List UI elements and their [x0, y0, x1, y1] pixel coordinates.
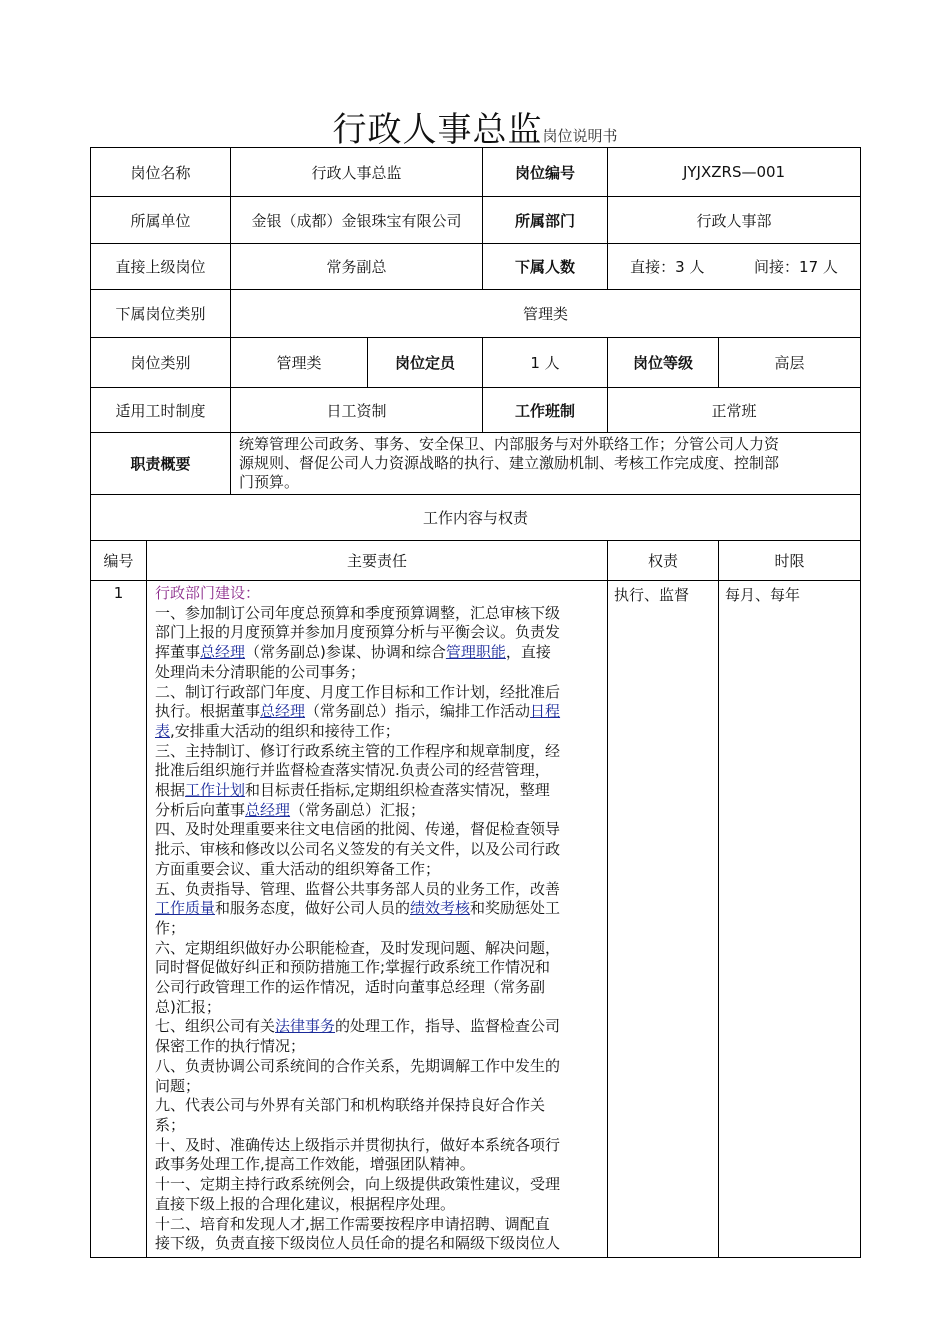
- header-no: 编号: [91, 541, 147, 581]
- duty-line: [155, 683, 599, 703]
- duty-line: [155, 899, 599, 919]
- post-type-label: 岗位类别: [91, 338, 231, 388]
- duty-line: [155, 1234, 599, 1254]
- duty-text-segment: 和服务态度，做好公司人员的: [215, 899, 411, 918]
- duty-line: [155, 643, 599, 663]
- duty-line: [155, 880, 599, 900]
- duty-text-segment: 直接下级上报的合理化建议，根据程序处理。: [155, 1194, 456, 1213]
- duty-line: [155, 958, 599, 978]
- duty-text-segment: （常务副总）指示，编排工作活动: [305, 702, 531, 721]
- row-superior: [91, 244, 861, 290]
- duty-line: [155, 1057, 599, 1077]
- duty-line: [155, 1136, 599, 1156]
- duty-line: [155, 1175, 599, 1195]
- duty-text-segment: 批示、审核和修改以公司名义签发的有关文件，以及公司行政: [155, 840, 561, 859]
- duty-lines: [155, 604, 599, 1254]
- duty-text-segment: 保密工作的执行情况；: [155, 1037, 306, 1056]
- job-description-table: [90, 147, 861, 1258]
- duty-text-segment: 四、及时处理重要来往文电信函的批阅、传递，督促检查领导: [155, 820, 561, 839]
- duty-text-segment: 公司行政管理工作的运作情况，适时向董事总经理（常务副: [155, 978, 546, 997]
- duty-text-segment: 部门上报的月度预算并参加月度预算分析与平衡会议。负责发: [155, 623, 561, 642]
- duty-line: [155, 998, 599, 1018]
- post-type-value: 管理类: [231, 338, 368, 388]
- unit-label: 所属单位: [91, 197, 231, 244]
- duty-text-segment: 总)汇报；: [155, 997, 221, 1016]
- duty-text-segment: 七、组织公司有关: [155, 1017, 276, 1036]
- duty-text-segment: 挥董事: [155, 643, 201, 662]
- duty-text-segment: 十二、培育和发现人才,据工作需要按程序申请招聘、调配直: [155, 1214, 550, 1233]
- sub-count-value: [608, 244, 861, 290]
- post-code-value: JYJXZRS—001: [608, 148, 861, 197]
- post-name-value: 行政人事总监: [231, 148, 483, 197]
- shift-value: 正常班: [608, 388, 861, 433]
- row-post-type: [91, 338, 861, 388]
- duty-line: [155, 623, 599, 643]
- hours-label: 适用工时制度: [91, 388, 231, 433]
- duty-line: [155, 604, 599, 624]
- authority-value: 执行、监督: [608, 581, 719, 1258]
- duty-text-segment: 十一、定期主持行政系统例会，向上级提供政策性建议，受理: [155, 1175, 561, 1194]
- duty-line: [155, 801, 599, 821]
- sub-direct: 直接：3 人: [630, 258, 705, 276]
- duty-text-segment: 接下级，负责直接下级岗位人员任命的提名和隔级下级岗位人: [155, 1234, 561, 1253]
- duty-line: [155, 820, 599, 840]
- duty-line: [155, 860, 599, 880]
- duty-line: [155, 742, 599, 762]
- header-period: 时限: [719, 541, 861, 581]
- duty-text-segment: 批准后组织施行并监督检查落实情况.负责公司的经营管理，: [155, 761, 550, 780]
- duty-heading: 行政部门建设：: [155, 584, 261, 602]
- duty-line: [155, 1155, 599, 1175]
- row-sub-category: [91, 290, 861, 338]
- term-link[interactable]: 总经理: [245, 800, 291, 819]
- duty-text: [147, 581, 608, 1258]
- term-link[interactable]: 总经理: [260, 702, 306, 721]
- duty-text-segment: 分析后向董事: [155, 800, 246, 819]
- summary-line: 门预算。: [239, 473, 300, 491]
- term-link[interactable]: 工作计划: [185, 781, 246, 800]
- duty-text-segment: ,安排重大活动的组织和接待工作；: [170, 721, 400, 740]
- sub-count-label: 下属人数: [483, 244, 608, 290]
- shift-label: 工作班制: [483, 388, 608, 433]
- duty-line: [155, 761, 599, 781]
- duty-text-segment: ，直接: [505, 643, 551, 662]
- duty-line: [155, 1096, 599, 1116]
- duty-text-segment: 和奖励惩处工: [470, 899, 561, 918]
- duty-line: [155, 1195, 599, 1215]
- duty-line: [155, 978, 599, 998]
- term-link[interactable]: 绩效考核: [410, 899, 471, 918]
- summary-text: [231, 433, 861, 495]
- header-authority: 权责: [608, 541, 719, 581]
- duty-line: [155, 722, 599, 742]
- duty-text-segment: 二、制订行政部门年度、月度工作目标和工作计划，经批准后: [155, 682, 561, 701]
- term-link[interactable]: 表: [155, 721, 171, 740]
- superior-value: 常务副总: [231, 244, 483, 290]
- duty-text-segment: 六、定期组织做好办公职能检查，及时发现问题、解决问题，: [155, 938, 561, 957]
- duty-text-segment: （常务副总)参谋、协调和综合: [245, 643, 446, 662]
- sub-category-value: 管理类: [231, 290, 861, 338]
- duty-text-segment: 十、及时、准确传达上级指示并贯彻执行，做好本系统各项行: [155, 1135, 561, 1154]
- duty-line: [155, 840, 599, 860]
- duty-text-segment: 五、负责指导、管理、监督公共事务部人员的业务工作，改善: [155, 879, 561, 898]
- duty-text-segment: 处理尚未分清职能的公司事务；: [155, 662, 366, 681]
- grade-value: 高层: [719, 338, 861, 388]
- duty-text-segment: 问题；: [155, 1076, 201, 1095]
- duty-line: [155, 1215, 599, 1235]
- term-link[interactable]: 管理职能: [445, 643, 506, 662]
- title-main: 行政人事总监: [332, 110, 543, 150]
- title-sub: 岗位说明书: [542, 127, 618, 145]
- duty-text-segment: 系；: [155, 1115, 186, 1134]
- section-title: 工作内容与权责: [91, 495, 861, 541]
- duty-text-segment: 一、参加制订公司年度总预算和季度预算调整，汇总审核下级: [155, 603, 561, 622]
- work-row: [91, 581, 861, 1258]
- duty-text-segment: 作；: [155, 918, 186, 937]
- row-post-name: [91, 148, 861, 197]
- quota-label: 岗位定员: [368, 338, 483, 388]
- row-summary: [91, 433, 861, 495]
- post-name-label: 岗位名称: [91, 148, 231, 197]
- duty-text-segment: 八、负责协调公司系统间的合作关系，先期调解工作中发生的: [155, 1056, 561, 1075]
- duty-text-segment: 同时督促做好纠正和预防措施工作;掌握行政系统工作情况和: [155, 958, 551, 977]
- term-link[interactable]: 工作质量: [155, 899, 216, 918]
- duty-line: [155, 1017, 599, 1037]
- duty-line: [155, 919, 599, 939]
- duty-text-segment: 九、代表公司与外界有关部门和机构联络并保持良好合作关: [155, 1096, 546, 1115]
- sub-indirect: 间接：17 人: [754, 258, 838, 276]
- duty-text-segment: 政事务处理工作,提高工作效能，增强团队精神。: [155, 1155, 475, 1174]
- quota-value: 1 人: [483, 338, 608, 388]
- sub-category-label: 下属岗位类别: [91, 290, 231, 338]
- duty-line: [155, 781, 599, 801]
- row-number: 1: [91, 581, 147, 1258]
- duty-line: [155, 939, 599, 959]
- post-code-label: 岗位编号: [483, 148, 608, 197]
- duty-text-segment: 执行。根据董事: [155, 702, 261, 721]
- duty-text-segment: 和目标责任指标,定期组织检查落实情况，整理: [245, 781, 550, 800]
- duty-line: [155, 1116, 599, 1136]
- duty-text-segment: 方面重要会议、重大活动的组织筹备工作；: [155, 859, 441, 878]
- row-unit: [91, 197, 861, 244]
- summary-label: 职责概要: [91, 433, 231, 495]
- term-link[interactable]: 法律事务: [275, 1017, 336, 1036]
- term-link[interactable]: 总经理: [200, 643, 246, 662]
- summary-line: 源规则、督促公司人力资源战略的执行、建立激励机制、考核工作完成度、控制部: [239, 454, 780, 472]
- duty-text-segment: 三、主持制订、修订行政系统主管的工作程序和规章制度，经: [155, 741, 561, 760]
- duty-line: [155, 702, 599, 722]
- duty-text-segment: 的处理工作，指导、监督检查公司: [335, 1017, 561, 1036]
- document-title: [0, 102, 950, 151]
- term-link[interactable]: 日程: [530, 702, 561, 721]
- duty-line: [155, 1037, 599, 1057]
- duty-line: [155, 1077, 599, 1097]
- work-header-row: [91, 541, 861, 581]
- row-hours: [91, 388, 861, 433]
- summary-line: 统筹管理公司政务、事务、安全保卫、内部服务与对外联络工作；分管公司人力资: [239, 435, 780, 453]
- grade-label: 岗位等级: [608, 338, 719, 388]
- superior-label: 直接上级岗位: [91, 244, 231, 290]
- header-duty: 主要责任: [147, 541, 608, 581]
- period-value: 每月、每年: [719, 581, 861, 1258]
- dept-label: 所属部门: [483, 197, 608, 244]
- duty-text-segment: （常务副总）汇报；: [290, 800, 426, 819]
- duty-text-segment: 根据: [155, 781, 186, 800]
- row-section-title: [91, 495, 861, 541]
- hours-value: 日工资制: [231, 388, 483, 433]
- unit-value: 金银（成都）金银珠宝有限公司: [231, 197, 483, 244]
- duty-line: [155, 663, 599, 683]
- dept-value: 行政人事部: [608, 197, 861, 244]
